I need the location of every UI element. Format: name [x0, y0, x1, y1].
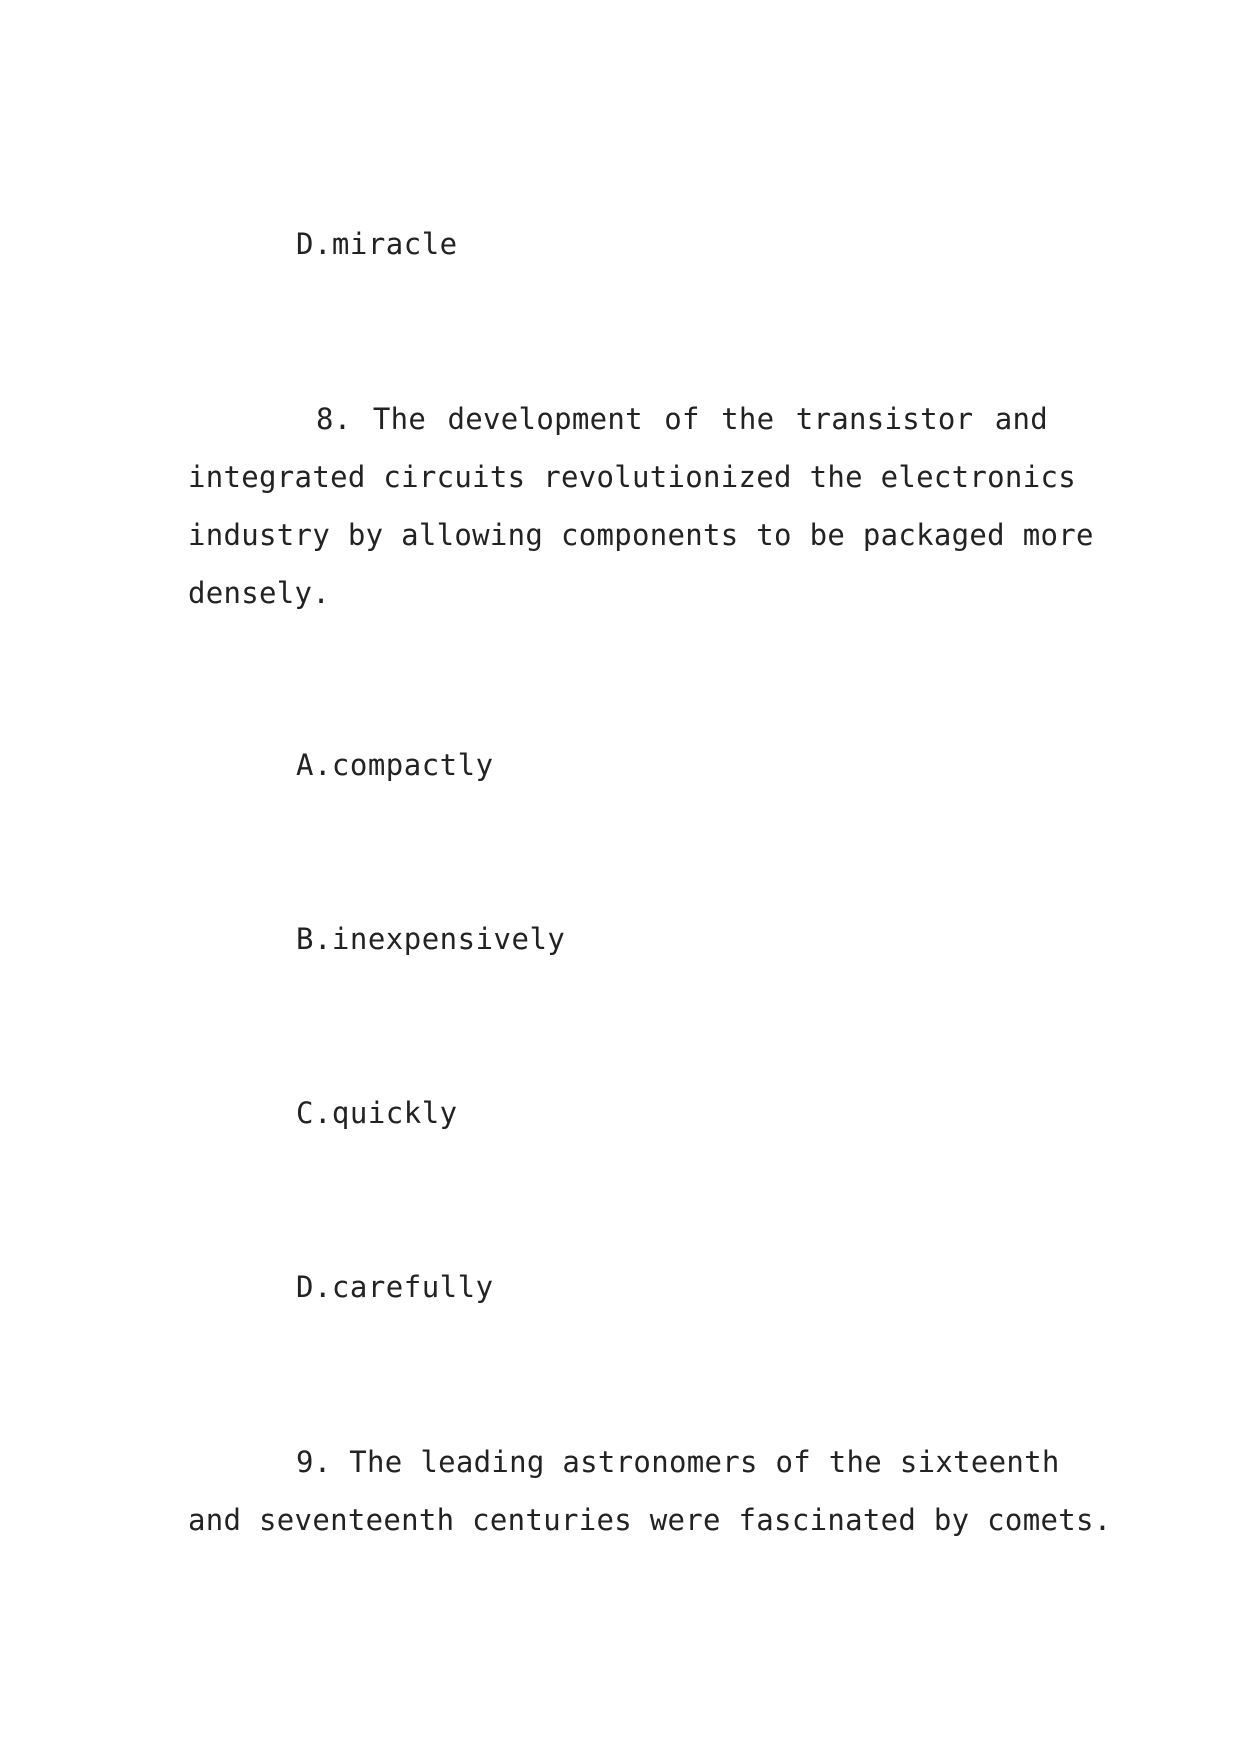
q9-line-2: and seventeenth centuries were fascinated by comets.: [188, 1503, 1112, 1537]
q8-option-c: C.quickly: [296, 1096, 458, 1130]
q9-question-text: [188, 1433, 1112, 1549]
q9-line-1: 9. The leading astronomers of the sixteenth: [296, 1445, 1060, 1479]
q8-line-1: 8. The development of the transistor and: [316, 402, 1048, 436]
q8-question-text: [188, 390, 1094, 622]
q8-option-a: A.compactly: [296, 748, 494, 782]
q7-option-d: D.miracle: [296, 227, 458, 261]
q8-line-2: integrated circuits revolutionized the electronics: [188, 460, 1076, 494]
q8-option-b: B.inexpensively: [296, 922, 566, 956]
q8-line-3: industry by allowing components to be packaged more: [188, 518, 1094, 552]
q8-line-4: densely.: [188, 576, 331, 610]
q8-option-d: D.carefully: [296, 1270, 494, 1304]
